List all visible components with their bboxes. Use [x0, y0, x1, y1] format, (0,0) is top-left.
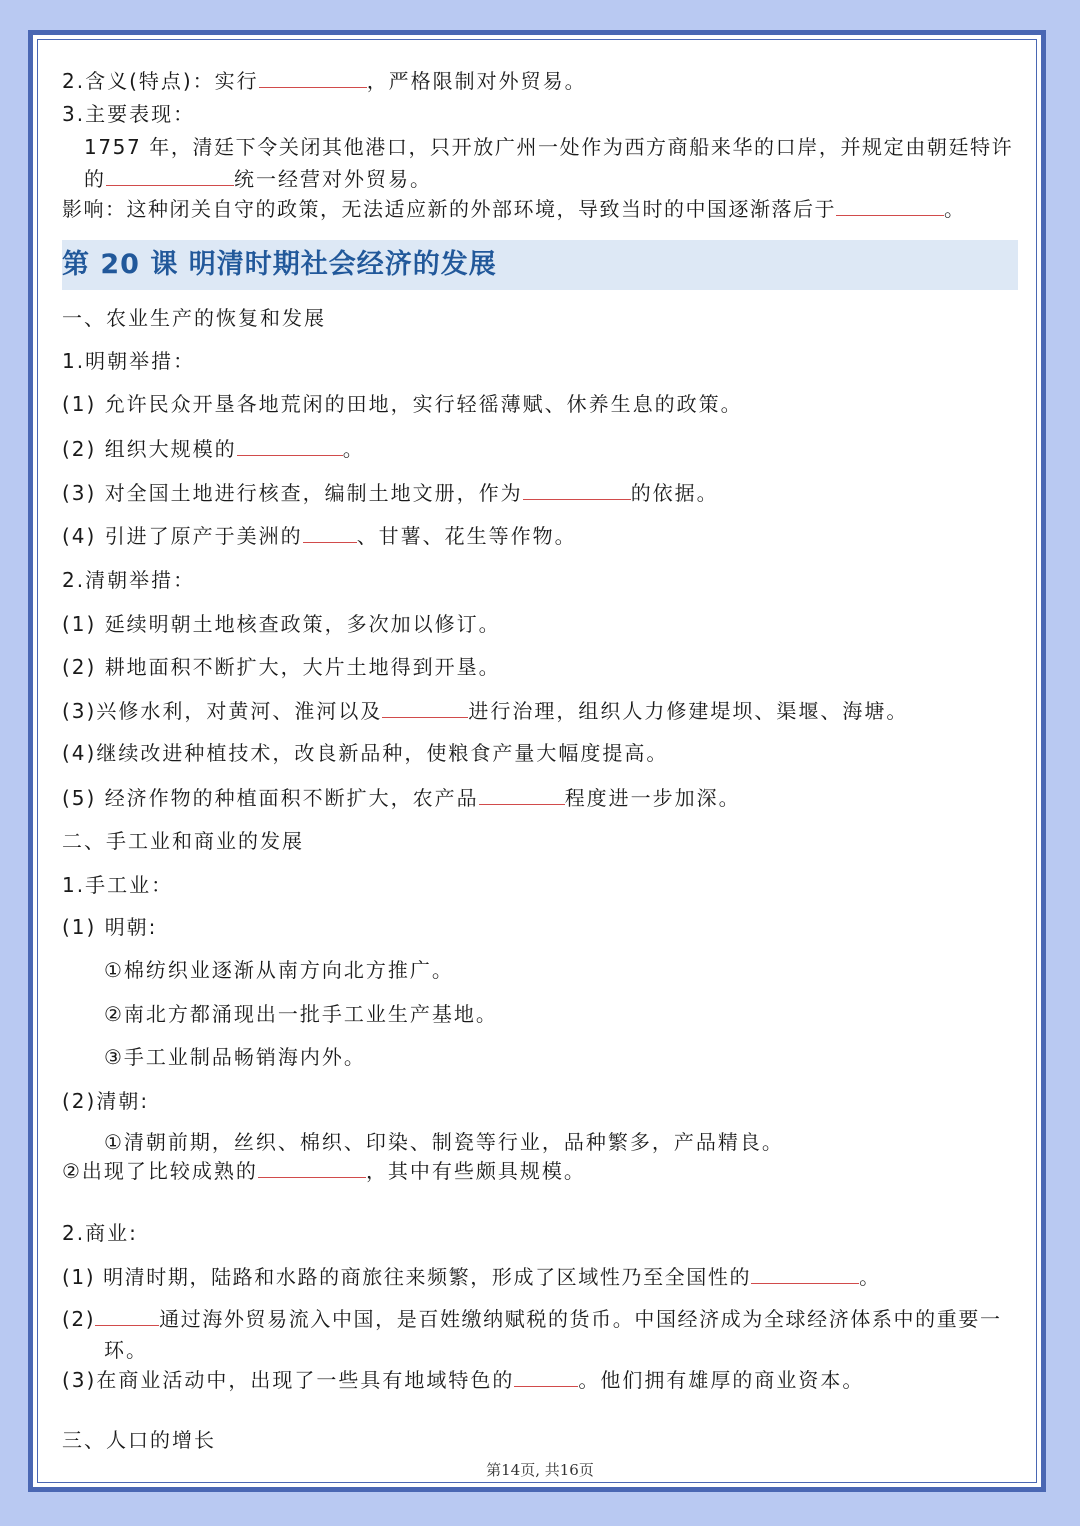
- item-text-end: 。: [859, 1265, 881, 1289]
- fill-blank[interactable]: [382, 699, 468, 718]
- manifestation-paragraph-2: [84, 166, 432, 192]
- qing-measure-3: [62, 698, 908, 724]
- fill-blank[interactable]: [523, 481, 631, 500]
- section-heading-handicraft-commerce: 二、手工业和商业的发展: [62, 829, 304, 853]
- ming-measure-4: [62, 523, 577, 549]
- item-text-end: 。他们拥有雄厚的商业资本。: [578, 1368, 865, 1392]
- item-text-end: 程度进一步加深。: [564, 786, 741, 810]
- item-text-end: 进行治理，组织人力修建堤坝、渠堰、海塘。: [468, 699, 909, 723]
- item-text-end: ，其中有些颇具规模。: [365, 1159, 586, 1183]
- ming-dynasty-label: (1) 明朝:: [62, 915, 158, 939]
- item-text-end: 、甘薯、花生等作物。: [356, 524, 577, 548]
- fill-blank[interactable]: [479, 786, 565, 805]
- para-text: 的: [84, 167, 106, 191]
- qing-measure-4: (4)继续改进种植技术，改良新品种，使粮食产量大幅度提高。: [62, 741, 669, 765]
- ming-measure-2: [62, 436, 365, 462]
- section-heading-agriculture: 一、农业生产的恢复和发展: [62, 306, 326, 330]
- commerce-item-2: [62, 1306, 1002, 1332]
- fill-blank[interactable]: [259, 69, 367, 88]
- item-text: (2): [62, 1307, 96, 1331]
- fill-blank[interactable]: [237, 437, 343, 456]
- commerce-heading: 2.商业:: [62, 1221, 138, 1245]
- commerce-item-3: [62, 1367, 864, 1393]
- commerce-item-1: [62, 1264, 881, 1290]
- fill-blank[interactable]: [751, 1265, 859, 1284]
- impact-text-end: 。: [944, 197, 966, 221]
- item-text-end: 的依据。: [630, 481, 719, 505]
- handicraft-heading: 1.手工业：: [62, 873, 174, 897]
- item-text-mid: 通过海外贸易流入中国，是百姓缴纳赋税的货币。中国经济成为全球经济体系中的重要一: [159, 1307, 1002, 1331]
- manifestation-heading: 3.主要表现：: [62, 102, 196, 126]
- fill-blank[interactable]: [258, 1159, 366, 1178]
- item-text: (5) 经济作物的种植面积不断扩大，农产品: [62, 786, 479, 810]
- fill-blank[interactable]: [836, 197, 944, 216]
- fill-blank[interactable]: [514, 1368, 578, 1387]
- qing-measure-2: (2) 耕地面积不断扩大，大片土地得到开垦。: [62, 655, 501, 679]
- item-text: (2) 组织大规模的: [62, 437, 237, 461]
- manifestation-paragraph-1: 1757 年，清廷下令关闭其他港口，只开放广州一处作为西方商船来华的口岸，并规定由朝廷特许: [84, 135, 1014, 159]
- section-heading-population: 三、人口的增长: [62, 1428, 216, 1452]
- ming-handicraft-2: ②南北方都涌现出一批手工业生产基地。: [104, 1002, 498, 1026]
- lesson-title: 第 20 课 明清时期社会经济的发展: [62, 249, 497, 280]
- qing-measure-5: [62, 785, 741, 811]
- page-number: 第14页, 共16页: [486, 1461, 594, 1479]
- commerce-item-2-continued: 环。: [104, 1338, 148, 1362]
- qing-handicraft-1: ①清朝前期，丝织、棉织、印染、制瓷等行业，品种繁多，产品精良。: [104, 1130, 784, 1154]
- impact-line: [62, 196, 966, 222]
- fill-blank[interactable]: [95, 1307, 159, 1326]
- qing-measures-heading: 2.清朝举措：: [62, 568, 196, 592]
- ming-handicraft-3: ③手工业制品畅销海内外。: [104, 1045, 366, 1069]
- qing-measure-1: (1) 延续明朝土地核查政策，多次加以修订。: [62, 612, 501, 636]
- item-text-end: 。: [342, 437, 365, 461]
- fill-blank[interactable]: [106, 167, 234, 186]
- item-text: (3)在商业活动中，出现了一些具有地域特色的: [62, 1368, 515, 1392]
- impact-text: 影响：这种闭关自守的政策，无法适应新的外部环境，导致当时的中国逐渐落后于: [62, 197, 836, 221]
- ming-measures-heading: 1.明朝举措：: [62, 349, 196, 373]
- qing-dynasty-label: (2)清朝:: [62, 1089, 150, 1113]
- ming-handicraft-1: ①棉纺织业逐渐从南方向北方推广。: [104, 958, 454, 982]
- para-text-end: 统一经营对外贸易。: [234, 167, 432, 191]
- item-text: ②出现了比较成熟的: [62, 1159, 258, 1183]
- fill-blank[interactable]: [303, 524, 357, 543]
- item-text: (4) 引进了原产于美洲的: [62, 524, 303, 548]
- item-text: (1) 明清时期，陆路和水路的商旅往来频繁，形成了区域性乃至全国性的: [62, 1265, 752, 1289]
- ming-measure-1: (1) 允许民众开垦各地荒闲的田地，实行轻徭薄赋、休养生息的政策。: [62, 392, 743, 416]
- item-text: (3) 对全国土地进行核查，编制土地文册，作为: [62, 481, 523, 505]
- item-text: (3)兴修水利，对黄河、淮河以及: [62, 699, 383, 723]
- ming-measure-3: [62, 480, 719, 506]
- qing-handicraft-2: [62, 1158, 586, 1184]
- meaning-text: 2.含义(特点)：实行: [62, 69, 259, 93]
- meaning-line: [62, 68, 587, 94]
- meaning-text-end: ，严格限制对外贸易。: [366, 69, 587, 93]
